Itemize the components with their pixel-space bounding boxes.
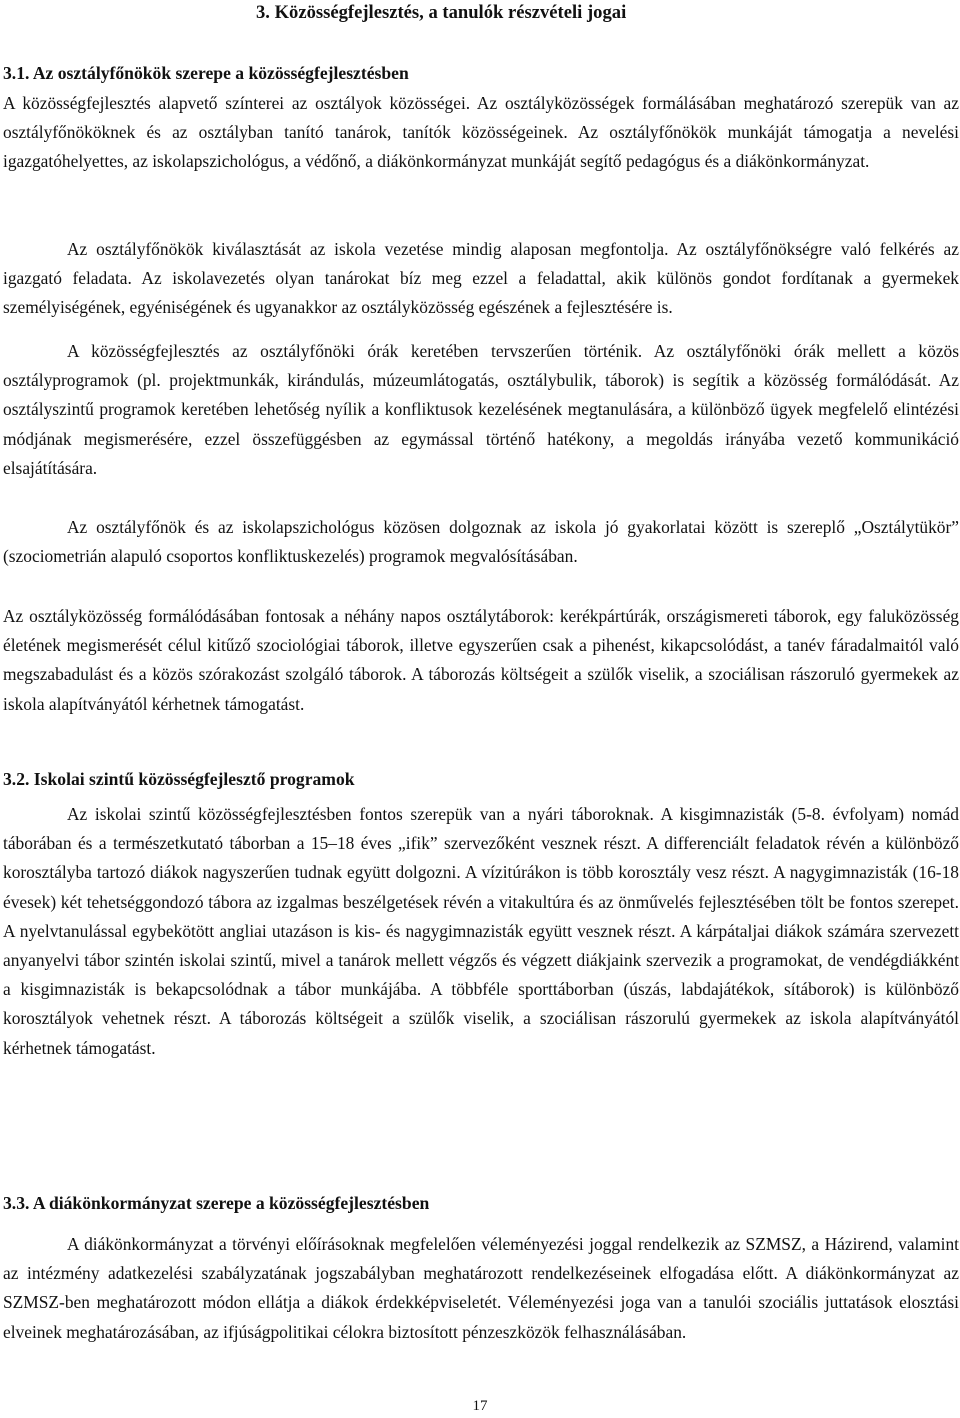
paragraph-3-1-4: Az osztályfőnök és az iskolapszichológus közösen dolgoznak az iskola jó gyakorlatai között is szereplő „Osztálytükör” (szociometrián alapuló csoportos konfliktuskezelés) programok megvalósításában. [3, 517, 959, 567]
page-number: 17 [472, 1398, 488, 1414]
paragraph-3-1-5: Az osztályközösség formálódásában fontosak a néhány napos osztálytáborok: kerékpártúrák, országismereti táborok, egy faluközösség életének megismerését célul kitűző szociológiai táborok, illetve egyszerűen csak a pihenést, kikapcsolódást, a tanév fáradalmaitól való megszabadulást és a közös szórakozást szolgáló táborok. A táborozás költségeit a szülők viselik, a szociálisan rászoruló gyermekek az iskola alapítványától kérhetnek támogatást. [3, 606, 959, 714]
section-heading-3-1: 3.1. Az osztályfőnökök szerepe a közösségfejlesztésben [3, 63, 409, 83]
paragraph-3-2-1: Az iskolai szintű közösségfejlesztésben fontos szerepük van a nyári táboroknak. A kisgimnazisták (5-8. évfolyam) nomád táborában és a természetkutató táborban a 15–18 éves „ifik” szervezőként vesznek részt. A differenciált feladatok révén a különböző korosztályba tartozó diákok nagyszerűen tudnak együtt dolgozni. A vízitúrákon is több korosztály vesz részt. A nagygimnazisták (16-18 évesek) két tehetséggondozó tábora az izgalmas beszélgetések révén a vitakultúra és az önművelés fejlesztésében tölt be fontos szerepet. A nyelvtanulással egybekötött angliai utazáson is kis- és nagygimnazisták együtt vesznek részt. A kárpátaljai diákok számára szervezett anyanyelvi tábor szintén iskolai szintű, mivel a tanárok mellett végzős és végzett diákjaink szervezik a programokat, de vendégdiákként a kisgimnazisták is bekapcsolódnak a tábor munkájába. A többféle sporttáborban (úszás, labdajátékok, sítáborok) is különböző korosztályok vehetnek részt. A táborozás költségeit a szülők viselik, a szociálisan rászorulú gyermekek az iskola alapítványától kérhetnek támogatást. [3, 804, 959, 1058]
paragraph-3-1-2: Az osztályfőnökök kiválasztását az iskola vezetése mindig alaposan megfontolja. Az osztályfőnökségre való felkérés az igazgató feladata. Az iskolavezetés olyan tanárokat bíz meg ezzel a feladattal, akik különös gondot fordítanak a gyermekek személyiségének, egyéniségének és ugyanakkor az osztályközösség egészének a fejlesztésére is. [3, 239, 959, 318]
paragraph-3-1-1: A közösségfejlesztés alapvető színterei az osztályok közösségei. Az osztályközösségek formálásában meghatározó szerepük van az osztályfőnököknek és az osztályban tanító tanárok, tanítók közösségeinek. Az osztályfőnökök munkáját támogatja a nevelési igazgatóhelyettes, az iskolapszichológus, a védőnő, a diákönkormányzat munkáját segítő pedagógus és a diákönkormányzat. [3, 93, 959, 172]
paragraph-3-1-3: A közösségfejlesztés az osztályfőnöki órák keretében tervszerűen történik. Az osztályfőnöki órák mellett a közös osztályprogramok (pl. projektmunkák, kirándulás, múzeumlátogatás, osztálybulik, táborok) is segítik a közösség formálódását. Az osztályszintű programok keretében lehetőség nyílik a konfliktusok kezelésének megtanulására, a különböző ügyek megfelelő elintézési módjának megismerésére, ezzel összefüggésben az egymással történő hatékony, a megoldás irányába vezető kommunikáció elsajátítására. [3, 341, 959, 478]
section-heading-3-3: 3.3. A diákönkormányzat szerepe a közösségfejlesztésben [3, 1193, 430, 1213]
paragraph-3-3-1: A diákönkormányzat a törvényi előírásoknak megfelelően véleményezési joggal rendelkezik az SZMSZ, a Házirend, valamint az intézmény adatkezelési szabályzatának jogszabályban meghatározott rendelkezéseinek elfogadása előtt. A diákönkormányzat az SZMSZ-ben meghatározott módon ellátja a diákok érdekképviseletét. Véleményezési joga van a tanulói szociális juttatások elosztási elveinek meghatározásában, az ifjúságpolitikai célokra biztosított pénzeszközök felhasználásában. [3, 1234, 959, 1342]
section-heading-3-2: 3.2. Iskolai szintű közösségfejlesztő programok [3, 769, 355, 789]
chapter-title: 3. Közösségfejlesztés, a tanulók részvételi jogai [256, 2, 627, 23]
